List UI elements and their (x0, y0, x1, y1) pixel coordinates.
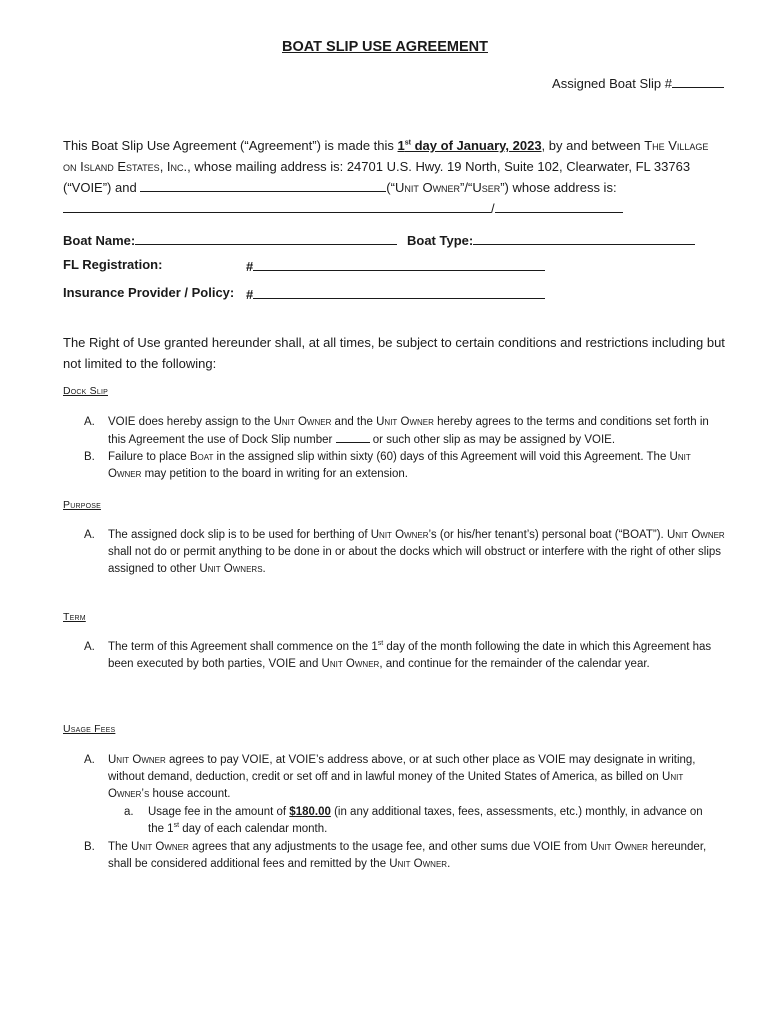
item-text: (in any additional taxes, fees, assessments, etc.) monthly, in advance on the 1 (148, 806, 703, 835)
term-heading: Term (63, 611, 86, 623)
usage-fees-sub-item-a (124, 804, 718, 838)
unit-owner-term: Unit Owner (590, 841, 649, 853)
fl-registration-blank[interactable] (253, 257, 545, 271)
address-blank-1[interactable] (63, 199, 491, 213)
unit-owner-name-blank[interactable] (140, 178, 386, 192)
item-text: . (262, 563, 266, 575)
dock-slip-number-blank[interactable] (336, 431, 370, 443)
item-text: , and continue for the remainder of the calendar year. (379, 658, 650, 670)
document-title: BOAT SLIP USE AGREEMENT (282, 39, 488, 55)
purpose-heading: Purpose (63, 499, 101, 511)
insurance-blank[interactable] (253, 285, 545, 299)
hash-label: # (246, 287, 254, 302)
item-text: hereby agrees to the terms and conditions set forth in this Agreement the use of Dock Slip number (108, 416, 709, 446)
list-marker: A. (84, 529, 95, 541)
item-text: and the (331, 416, 377, 428)
address-blank-2[interactable] (495, 199, 623, 213)
purpose-item-a (84, 527, 728, 578)
intro-text: , by and between (541, 138, 645, 153)
intro-text: whose address is: (508, 180, 617, 195)
unit-owner-term: Unit Owner (273, 416, 332, 428)
agreement-date (398, 138, 542, 153)
fl-registration-field[interactable] (246, 257, 545, 274)
item-text: in the assigned slip within sixty (60) days of this Agreement will void this Agreement. The (213, 451, 670, 463)
assigned-slip-label: Assigned Boat Slip # (552, 76, 672, 91)
list-marker: A. (84, 641, 95, 653)
unit-owner-term: Unit Owner (108, 754, 166, 766)
item-text: Usage fee in the amount of (148, 806, 290, 818)
intro-text: , whose mailing address is: 24701 U.S. Hwy. 19 North, Suite 102, Clearwater, FL 33763 (“VOIE”) and (63, 159, 691, 195)
company-name: The Village on Island Estates, Inc. (63, 138, 709, 174)
list-marker: A. (84, 416, 95, 428)
item-text: The term of this Agreement shall commence on the 1 (108, 641, 378, 653)
boat-type-label: Boat Type: (407, 233, 474, 248)
usage-fees-item-b (84, 839, 726, 873)
usage-fees-item-a (84, 752, 726, 803)
item-text: VOIE does hereby assign to the (108, 416, 274, 428)
item-text: The assigned dock slip is to be used for berthing of (108, 529, 371, 541)
party-label: (“Unit Owner”/“User”) (386, 180, 509, 195)
intro-text: This Boat Slip Use Agreement (“Agreement”) is made this (63, 138, 398, 153)
address-separator: / (491, 201, 495, 216)
list-marker: A. (84, 754, 95, 766)
fl-registration-label: FL Registration: (63, 257, 163, 272)
item-text: or such other slip as may be assigned by VOIE. (369, 434, 616, 446)
item-text: Failure to place (108, 451, 190, 463)
term-item-a (84, 639, 726, 673)
item-text: may petition to the board in writing for an extension. (141, 468, 408, 480)
list-marker: B. (84, 451, 95, 463)
usage-fees-heading: Usage Fees (63, 723, 116, 735)
insurance-field[interactable] (246, 285, 545, 302)
date-day: 1 (397, 138, 405, 153)
list-marker: B. (84, 841, 95, 853)
unit-owner-term: Unit Owner (108, 451, 691, 480)
unit-owner-term: Unit Owner (321, 658, 380, 670)
item-text: hereunder, shall be considered additional fees and remitted by the (108, 841, 707, 870)
boat-name-blank[interactable] (135, 231, 397, 245)
assigned-slip-field[interactable] (552, 74, 724, 91)
right-of-use-paragraph: The Right of Use granted hereunder shall, at all times, be subject to certain conditions and restrictions including but not limited to the following: (63, 335, 725, 371)
boat-name-label: Boat Name: (63, 233, 136, 248)
insurance-label: Insurance Provider / Policy: (63, 285, 235, 300)
ordinal-sup: st (173, 822, 180, 830)
item-text: . (447, 858, 451, 870)
date-rest: day of January, 2023 (411, 138, 542, 153)
boat-type-field[interactable] (407, 231, 695, 248)
unit-owner-term: Unit Owner (666, 529, 725, 541)
unit-owners-term: Unit Owners (199, 563, 263, 575)
intro-paragraph (63, 135, 725, 219)
unit-owner-term: Unit Owner’s (108, 771, 684, 800)
item-text: day of the month following the date in which this Agreement has been executed by both parties, VOIE and (108, 641, 712, 670)
item-text: agrees to pay VOIE, at VOIE’s address above, or at such other place as VOIE may designate in writing, without demand, deduction, credit or set off and in lawful money of the United States of America, as billed on (108, 754, 696, 783)
boat-type-blank[interactable] (473, 231, 695, 245)
date-sup: st (404, 139, 411, 147)
item-text: The (108, 841, 132, 853)
item-text: house account. (149, 788, 231, 800)
dock-slip-item-a (84, 414, 726, 449)
item-text: ’s (or his/her tenant’s) personal boat (“BOAT”). (428, 529, 667, 541)
boat-name-field[interactable] (63, 231, 397, 248)
list-marker: a. (124, 806, 134, 818)
item-text: shall not do or permit anything to be done in or about the docks which will obstruct or interfere with the right of other slips assigned to other (108, 546, 722, 575)
dock-slip-item-b (84, 449, 726, 483)
unit-owner-term: Unit Owner (389, 858, 448, 870)
unit-owner-term: Unit Owner (370, 529, 429, 541)
item-text: day of each calendar month. (179, 823, 328, 835)
hash-label: # (246, 259, 254, 274)
item-text: agrees that any adjustments to the usage fee, and other sums due VOIE from (188, 841, 591, 853)
boat-term: Boat (189, 451, 214, 463)
dock-slip-heading: Dock Slip (63, 385, 108, 397)
assigned-slip-blank[interactable] (672, 74, 724, 88)
unit-owner-term: Unit Owner (131, 841, 189, 853)
fee-amount: $180.00 (289, 806, 331, 818)
unit-owner-term: Unit Owner (376, 416, 434, 428)
ordinal-sup: st (377, 640, 384, 648)
